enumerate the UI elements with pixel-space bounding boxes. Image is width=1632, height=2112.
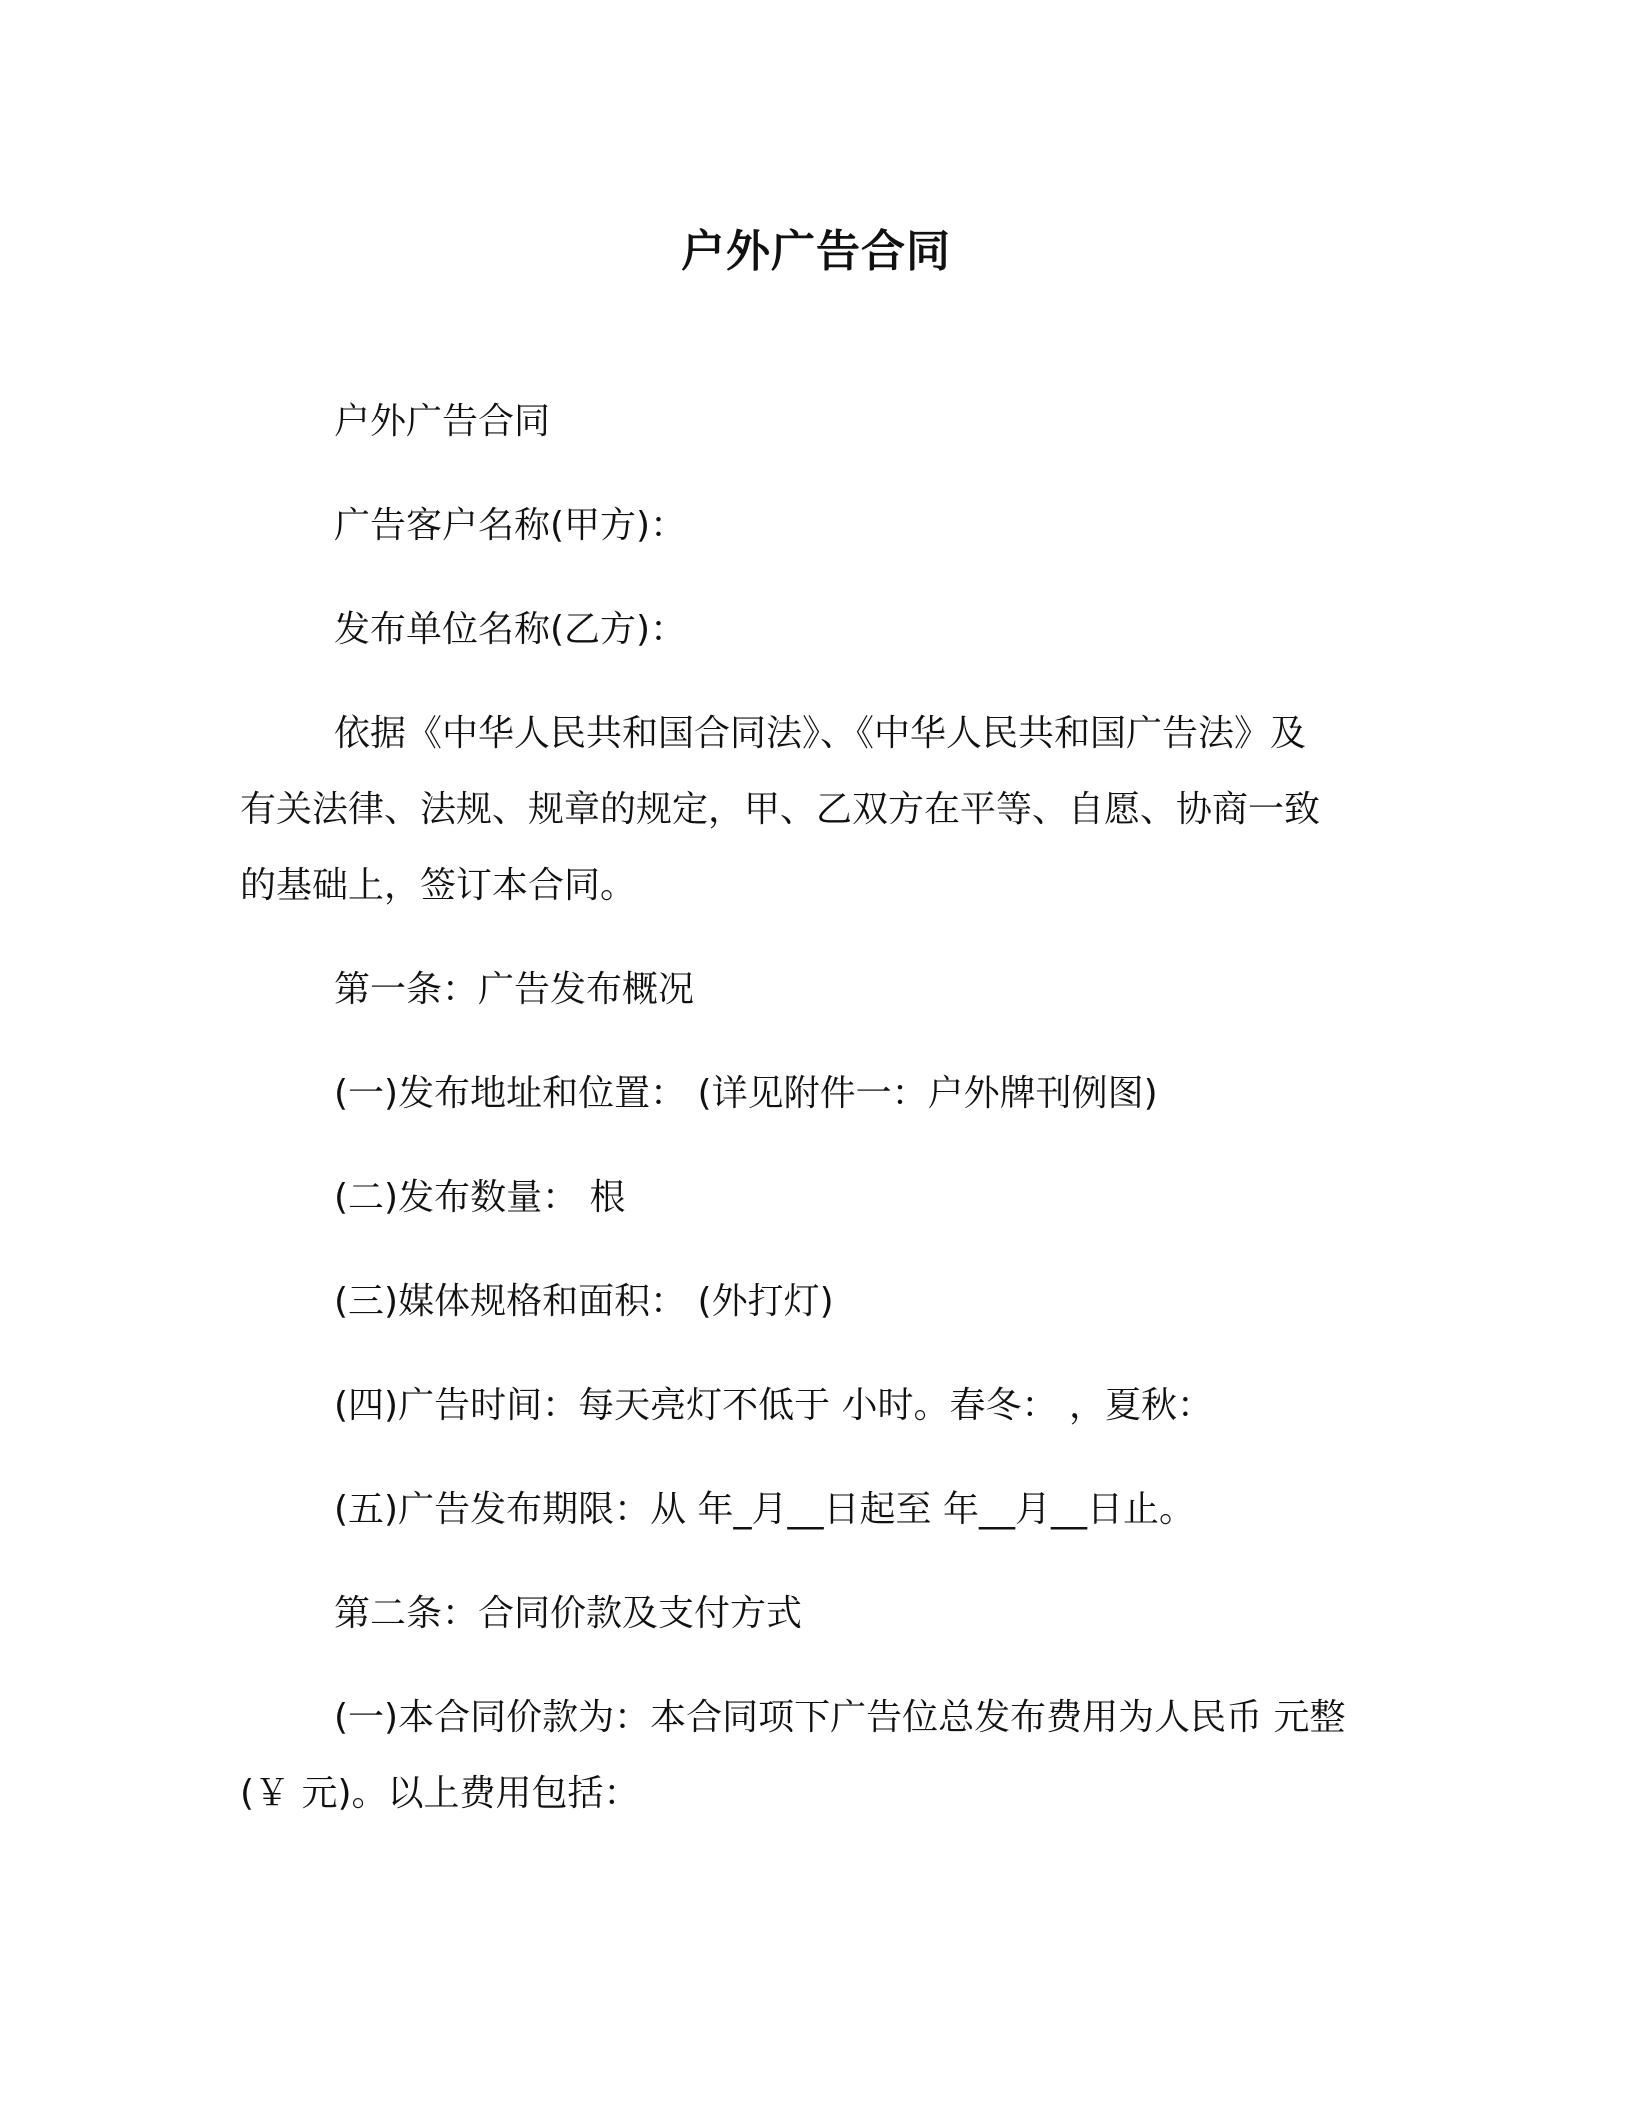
document-title: 户外广告合同 [681,226,951,277]
article-2-heading: 第二条：合同价款及支付方式 [334,1593,803,1634]
contract-heading: 户外广告合同 [334,401,551,442]
clause-1-1: (一)发布地址和位置： (详见附件一：户外牌刊例图) [334,1073,1158,1114]
party-a-field: 广告客户名称(甲方)： [334,505,687,546]
party-b-field: 发布单位名称(乙方)： [334,609,687,650]
clause-1-4: (四)广告时间：每天亮灯不低于 小时。春冬： ，夏秋： [334,1385,1213,1426]
clause-1-3: (三)媒体规格和面积： (外打灯) [334,1281,834,1322]
preamble-line-2: 有关法律、法规、规章的规定，甲、乙双方在平等、自愿、协商一致 [240,789,1321,830]
clause-1-5: (五)广告发布期限：从 年_月__日起至 年__月__日止。 [334,1489,1195,1530]
article-1-heading: 第一条：广告发布概况 [334,969,695,1010]
preamble-line-3: 的基础上，签订本合同。 [240,865,637,906]
preamble-line-1: 依据《中华人民共和国合同法》、《中华人民共和国广告法》及 [334,713,1307,754]
clause-2-1-line-1: (一)本合同价款为：本合同项下广告位总发布费用为人民币 元整 [334,1697,1346,1738]
clause-1-2: (二)发布数量： 根 [334,1177,626,1218]
clause-2-1-line-2: (￥ 元)。以上费用包括： [240,1773,640,1814]
